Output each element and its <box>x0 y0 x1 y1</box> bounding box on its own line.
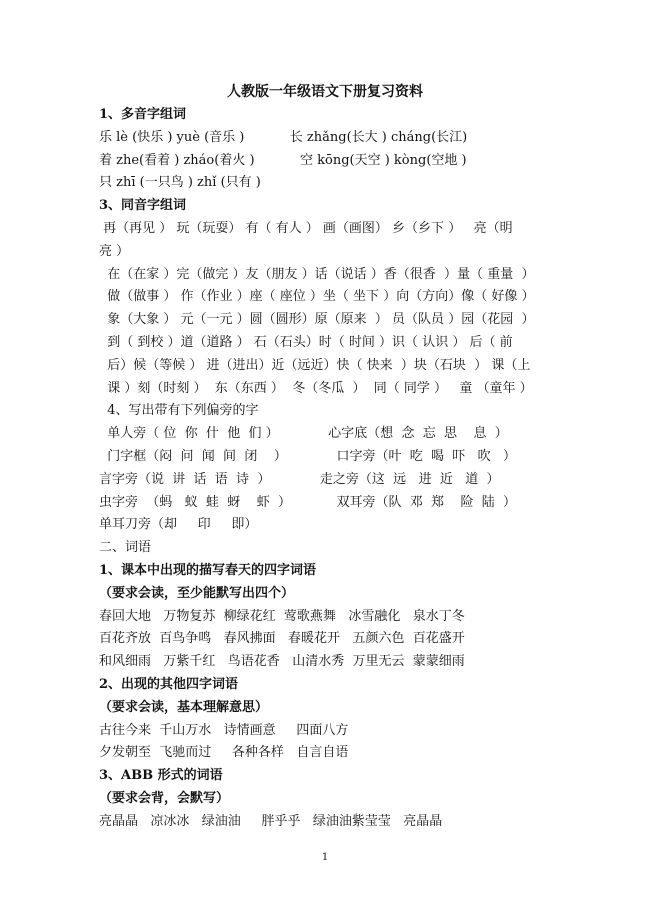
text-line: 做（做事 ） 作（作业 ）座（ 座位 ）坐（ 坐下 ）向（方向）像（ 好像 ） <box>99 289 535 305</box>
text-line: 2、出现的其他四字词语 <box>99 677 239 692</box>
text-line: 二、词语 <box>99 540 152 556</box>
text-line: 古往今来 千山万水 诗情画意 四面八方 <box>99 722 349 738</box>
text-line: 1、课本中出现的描写春天的四字词语 <box>99 563 317 578</box>
text-line: 再（再见 ） 玩（玩耍） 有（ 有人 ） 画（画图） 乡（乡下 ） 亮（明 <box>99 221 513 236</box>
text-line: 言字旁（说 讲 话 语 诗 ） 走之旁（这 远 进 近 道 ） <box>99 471 500 487</box>
text-line: 门字框（闷 问 闻 间 闭 ） 口字旁（叶 吃 喝 吓 吹 ） <box>99 449 517 464</box>
text-line: 春回大地 万物复苏 柳绿花红 莺歌燕舞 冰雪融化 泉水丁冬 <box>99 608 465 624</box>
text-line: 3、ABB 形式的词语 <box>99 768 223 784</box>
text-line: 3、同音字组词 <box>99 198 187 214</box>
text-line: 单耳刀旁（却 印 即） <box>99 517 258 533</box>
text-line: 亮晶晶 凉冰冰 绿油油 胖乎乎 绿油油紫莹莹 亮晶晶 <box>99 813 443 829</box>
text-line: 象（大象 ） 元（一元 ）圆（圆形）原（原来 ） 员（队员 ）园（花园 ） <box>99 312 535 328</box>
text-line: 后）候（等候 ） 进（进出）近（远近）快（ 快来 ）块（石块 ） 课（上 <box>99 357 531 373</box>
text-line: 乐 lè (快乐 ) yuè (音乐 ) 长 zhǎng(长大 ) cháng(长江) <box>99 129 468 145</box>
text-line: 只 zhī (一只鸟 ) zhǐ (只有 ) <box>99 175 261 191</box>
document-title: 人教版一年级语文下册复习资料 <box>227 84 423 100</box>
text-line: 着 zhe(看着 ) zháo(着火 ) 空 kōng(天空 ) kòng(空地 ) <box>99 152 467 168</box>
text-line: （要求会读，基本理解意思） <box>99 699 269 715</box>
text-line: 和风细雨 万紫千红 鸟语花香 山清水秀 万里无云 蒙蒙细雨 <box>99 654 465 670</box>
text-line: 1、多音字组词 <box>99 107 187 122</box>
text-line: 在（在家 ）完（做完 ）友（朋友 ）话（说话 ）香（很香 ）量（ 重量 ） <box>99 266 535 282</box>
page-number: 1 <box>321 852 329 863</box>
text-line: 4、写出带有下列偏旁的字 <box>99 403 259 419</box>
text-line: （要求会读，至少能默写出四个） <box>99 585 295 601</box>
text-line: 百花齐放 百鸟争鸣 春风拂面 春暖花开 五颜六色 百花盛开 <box>99 631 465 647</box>
text-line: 课 ）刻（时刻 ） 东（东西 ） 冬（冬瓜 ） 同（ 同学 ） 童 （童年 ） <box>99 380 533 396</box>
text-line: 夕发朝至 飞驰而过 各种各样 自言自语 <box>99 745 349 761</box>
text-line: （要求会背，会默写） <box>99 791 230 806</box>
text-line: 单人旁（ 位 你 什 他 们 ） 心字底（想 念 忘 思 息 ） <box>99 426 508 442</box>
text-line: 到（ 到校 ）道（道路 ） 石（石头）时（ 时间 ）识（ 认识 ） 后（ 前 <box>99 335 513 350</box>
text-line: 虫字旁 （蚂 蚁 蛙 蚜 虾 ） 双耳旁（队 邓 郑 险 陆 ） <box>99 494 517 510</box>
text-line: 亮 ） <box>99 243 130 259</box>
